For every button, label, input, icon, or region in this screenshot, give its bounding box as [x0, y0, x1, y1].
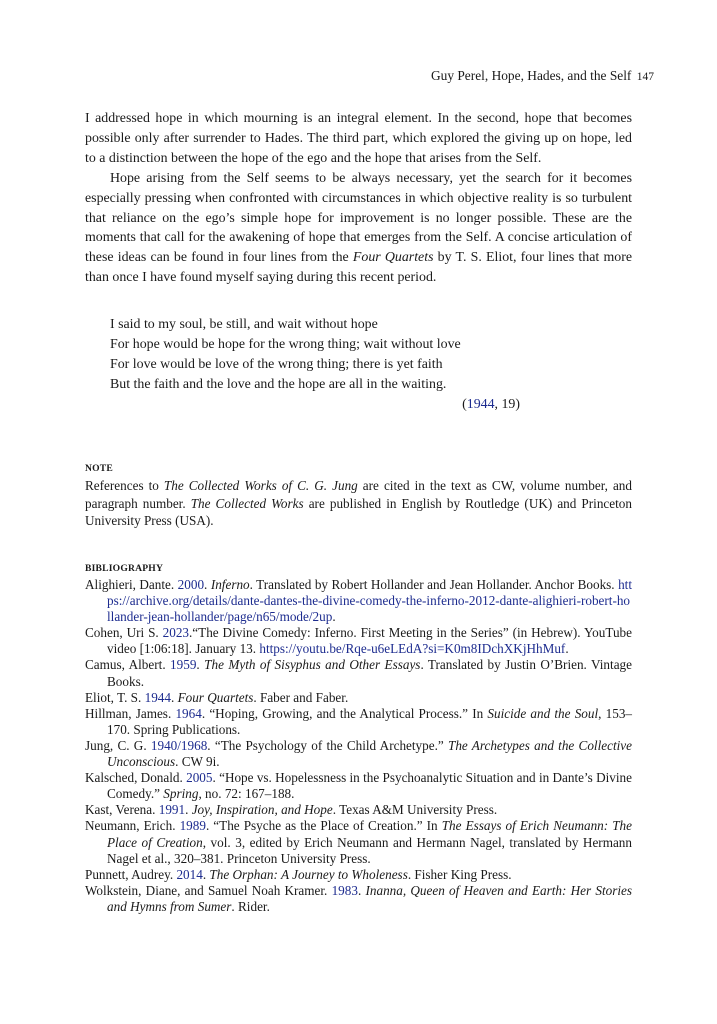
- body-text: [85, 109, 632, 288]
- entry-text: . Texas A&M University Press.: [332, 802, 498, 818]
- book-title-four-quartets: Four Quartets: [352, 250, 434, 266]
- entry-text: . “Hope vs. Hopelessness in the Psychoanalytic Situation and in Dante’s Divine Comedy.”: [107, 770, 632, 802]
- entry-author: Punnett, Audrey.: [85, 866, 177, 882]
- entry-title: The Archetypes and the Collective Unconscious: [107, 737, 632, 770]
- entry-text: . “Hoping, Growing, and the Analytical Process.” In: [201, 705, 488, 721]
- note-italic-title: The Collected Works of C. G. Jung: [163, 478, 358, 493]
- entry-url-link[interactable]: https://archive.org/details/dante-dantes-the-divine-comedy-the-inferno-2012-dante-alighieri-robert-hollander-jean-hollander/page/n65/mode/2up: [107, 577, 632, 625]
- entry-author: Cohen, Uri S.: [85, 625, 163, 641]
- entry-text: . “The Psyche as the Place of Creation.” In: [205, 818, 442, 834]
- running-head: [431, 68, 654, 84]
- paragraph-2-text-end: by T. S. Eliot, four lines that more than once I have found myself saying during this recent period.: [85, 250, 632, 286]
- paragraph-1: I addressed hope in which mourning is an integral element. In the second, hope that becomes possible only after surrender to Hades. The third part, which explored the giving up on hope, led to a distinction between the hope of the ego and the hope that arises from the Self.: [85, 111, 632, 166]
- bibliography-entry: [85, 690, 632, 706]
- entry-text: . Translated by Justin O’Brien. Vintage Books.: [107, 657, 632, 689]
- entry-year-link[interactable]: 2023: [162, 625, 189, 641]
- entry-year-link[interactable]: 2014: [176, 866, 203, 882]
- bibliography-entry: [85, 867, 632, 883]
- bibliography-entry: [85, 883, 632, 915]
- note-italic-title: The Collected Works: [190, 495, 304, 511]
- citation-year-link[interactable]: 1944: [466, 397, 495, 412]
- entry-title: The Essays of Erich Neumann: The Place of Creation: [107, 818, 632, 850]
- entry-text: . Translated by Robert Hollander and Jean Hollander. Anchor Books.: [249, 577, 619, 592]
- paragraph-2: [85, 169, 632, 288]
- entry-year-link[interactable]: 1944: [144, 689, 171, 705]
- entry-year-link[interactable]: 1989: [179, 818, 206, 834]
- running-title: Guy Perel, Hope, Hades, and the Self: [430, 68, 632, 83]
- entry-title: Suicide and the Soul: [487, 705, 599, 721]
- bibliography-heading: BIBLIOGRAPHY: [85, 563, 164, 574]
- entry-year-link[interactable]: 1964: [175, 705, 202, 721]
- entry-year-link[interactable]: 2000: [177, 577, 205, 592]
- entry-text: .: [202, 866, 210, 882]
- entry-year-link[interactable]: 1940/1968: [150, 737, 208, 753]
- entry-text: . CW 9i.: [175, 754, 220, 770]
- entry-text: .: [357, 882, 366, 898]
- entry-text: . Rider.: [231, 898, 270, 914]
- entry-title: Inanna, Queen of Heaven and Earth: Her Stories and Hymns from Sumer: [107, 882, 633, 914]
- citation-page: , 19): [494, 397, 520, 412]
- entry-title: Spring: [163, 786, 199, 802]
- verse-citation: [110, 395, 520, 415]
- verse-line: But the faith and the love and the hope are all in the waiting.: [110, 377, 447, 392]
- entry-author: Kalsched, Donald.: [85, 770, 187, 786]
- note-text-part: References to: [85, 478, 164, 493]
- entry-url-link[interactable]: https://youtu.be/Rqe-u6eLEdA?si=K0m8IDchXKjHhMuf: [259, 641, 566, 657]
- bibliography-list: [85, 577, 632, 915]
- entry-author: Jung, C. G.: [85, 737, 151, 753]
- bibliography-entry: [85, 577, 632, 625]
- bibliography-entry: [85, 706, 632, 738]
- note-text-part: are published in English by Routledge (UK) and Princeton University Press (USA).: [85, 495, 632, 529]
- entry-text: , no. 72: 167–188.: [198, 786, 295, 802]
- entry-text: .: [565, 641, 569, 657]
- entry-title: Inferno: [210, 577, 250, 592]
- entry-author: Eliot, T. S.: [85, 689, 145, 705]
- verse-line: For hope would be hope for the wrong thing; wait without love: [110, 337, 461, 352]
- paragraph-2-text: Hope arising from the Self seems to be always necessary, yet the search for it becomes especially pressing when confronted with circumstances in which objective reality is so turbulent that reliance on the ego’s simple hope for improvement is no longer possible. These are the moments that call for the awakening of hope that emerges from the Self. A concise articulation of these ideas can be found in four lines from the: [85, 170, 632, 266]
- verse-line: For love would be love of the wrong thing; there is yet faith: [110, 357, 443, 372]
- entry-year-link[interactable]: 1991: [158, 802, 186, 818]
- note-text: [85, 477, 632, 530]
- entry-year-link[interactable]: 1983: [331, 882, 358, 898]
- entry-text: .: [196, 657, 205, 673]
- entry-text: . Faber and Faber.: [253, 689, 349, 705]
- entry-text: , vol. 3, edited by Erich Neumann and Hermann Nagel, translated by Hermann Nagel et al., 320–381. Princeton University Press.: [107, 834, 632, 866]
- note-heading: NOTE: [85, 463, 113, 474]
- verse-quote: [110, 315, 520, 415]
- bibliography-entry: [85, 818, 632, 866]
- entry-text: .: [204, 577, 211, 592]
- entry-text: .: [332, 609, 336, 625]
- entry-title: The Orphan: A Journey to Wholeness: [209, 866, 408, 882]
- bibliography-entry: [85, 802, 632, 818]
- entry-title: The Myth of Sisyphus and Other Essays: [204, 657, 421, 673]
- entry-text: . Fisher King Press.: [407, 866, 512, 882]
- entry-text: .“The Divine Comedy: Inferno. First Meeting in the Series” (in Hebrew). YouTube video [1:06:18]. January 13.: [107, 625, 633, 657]
- entry-text: , 153–170. Spring Publications.: [107, 705, 633, 737]
- bibliography-entry: [85, 625, 632, 657]
- entry-year-link[interactable]: 1959: [170, 657, 197, 673]
- entry-author: Alighieri, Dante.: [85, 577, 178, 592]
- entry-title: Four Quartets: [177, 689, 254, 705]
- entry-author: Hillman, James.: [85, 705, 176, 721]
- note-text-part: are cited in the text as CW, volume number, and paragraph number.: [85, 478, 632, 511]
- bibliography-entry: [85, 657, 632, 689]
- bibliography-entry: [85, 770, 632, 802]
- entry-text: .: [170, 689, 178, 705]
- citation-open: (: [462, 397, 467, 412]
- entry-author: Camus, Albert.: [85, 657, 171, 673]
- entry-author: Neumann, Erich.: [85, 818, 180, 834]
- entry-text: .: [185, 802, 192, 818]
- entry-author: Kast, Verena.: [85, 802, 159, 818]
- entry-text: . “The Psychology of the Child Archetype.”: [207, 737, 448, 753]
- bibliography-entry: [85, 738, 632, 770]
- entry-title: Joy, Inspiration, and Hope: [191, 802, 333, 818]
- verse-line: I said to my soul, be still, and wait without hope: [110, 317, 378, 332]
- page-number: 147: [636, 71, 654, 83]
- entry-year-link[interactable]: 2005: [186, 770, 213, 786]
- entry-author: Wolkstein, Diane, and Samuel Noah Kramer.: [85, 882, 332, 898]
